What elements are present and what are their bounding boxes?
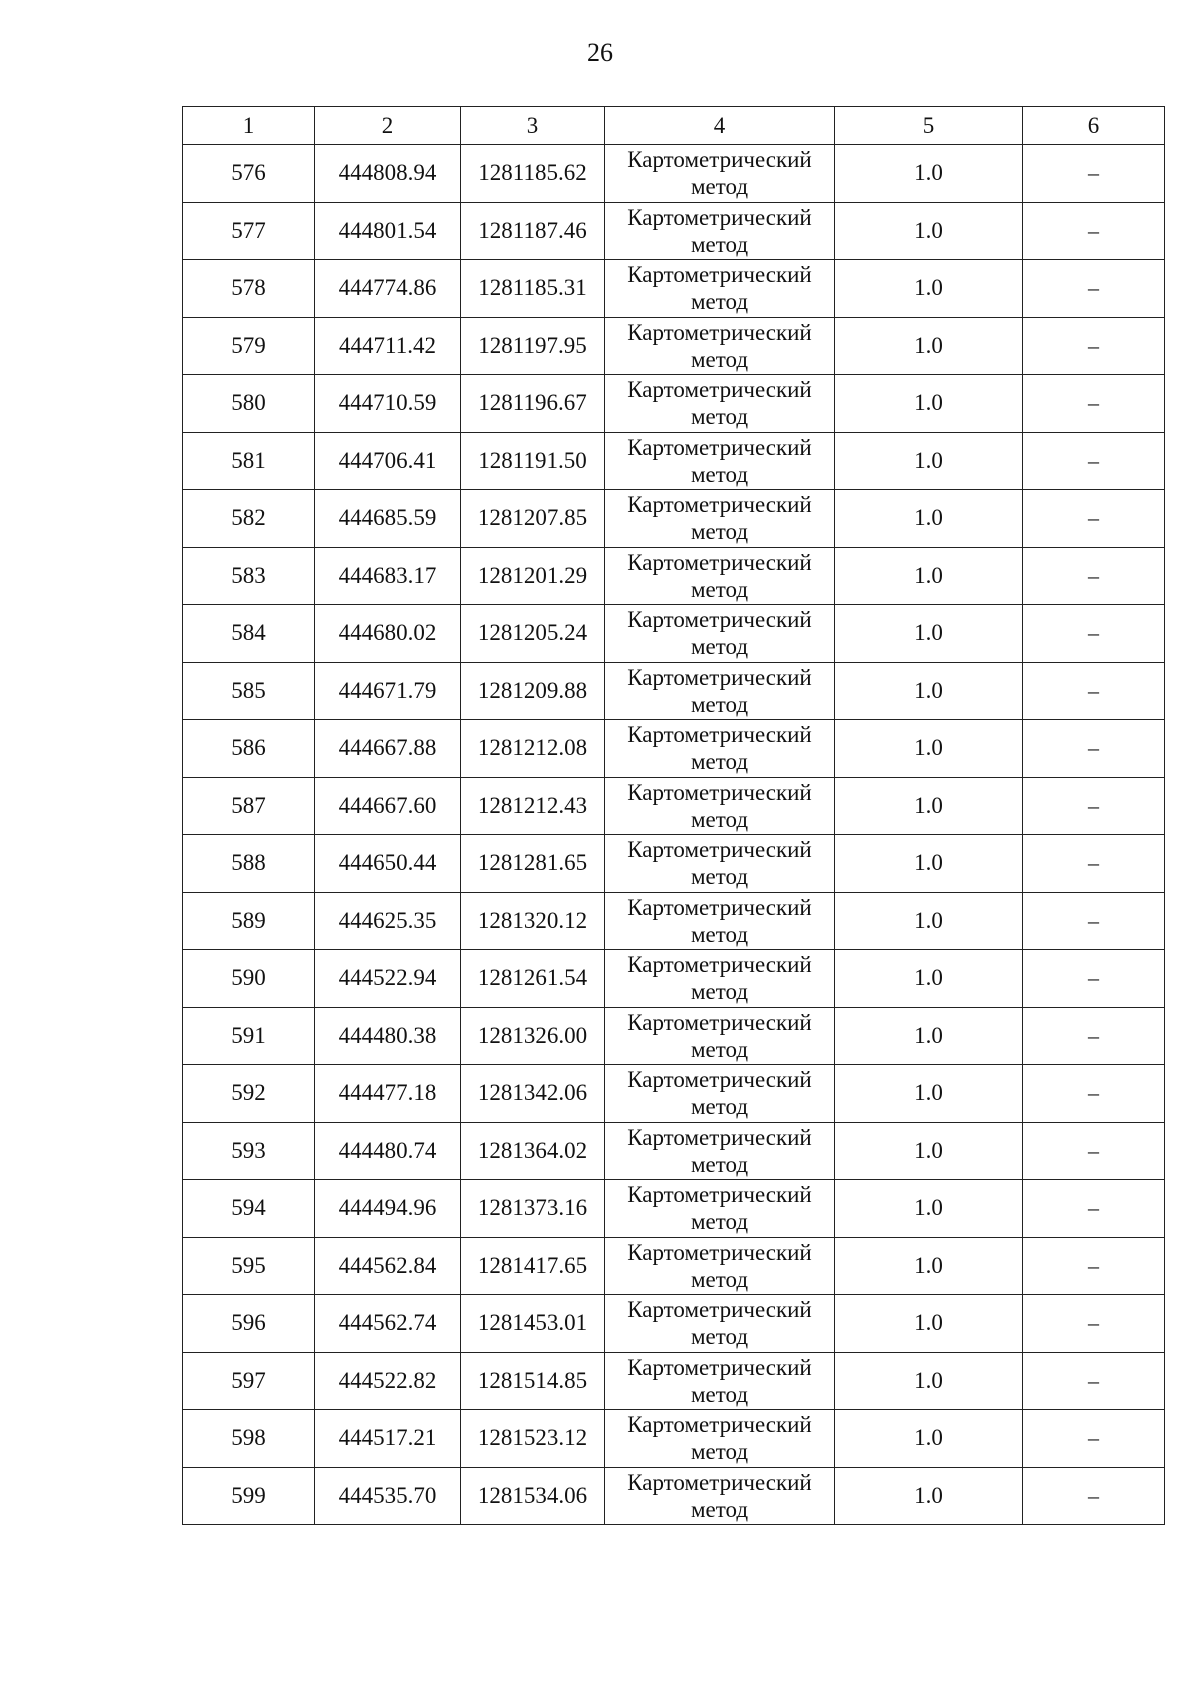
y-coordinate-cell: 1281196.67 (461, 375, 605, 433)
x-coordinate-cell: 444667.88 (315, 720, 461, 778)
note-cell: – (1023, 1467, 1165, 1525)
table-row (183, 260, 1165, 318)
method-text: Картометрический метод (627, 779, 812, 832)
table-row (183, 1410, 1165, 1468)
accuracy-cell: 1.0 (835, 835, 1023, 893)
accuracy-cell: 1.0 (835, 1007, 1023, 1065)
method-cell (605, 1122, 835, 1180)
accuracy-cell: 1.0 (835, 145, 1023, 203)
y-coordinate-cell: 1281185.31 (461, 260, 605, 318)
x-coordinate-cell: 444522.82 (315, 1352, 461, 1410)
method-cell (605, 950, 835, 1008)
method-cell (605, 490, 835, 548)
table-row (183, 892, 1165, 950)
y-coordinate-cell: 1281207.85 (461, 490, 605, 548)
table-row (183, 547, 1165, 605)
method-text: Картометрический метод (627, 894, 812, 947)
accuracy-cell: 1.0 (835, 202, 1023, 260)
note-cell: – (1023, 547, 1165, 605)
y-coordinate-cell: 1281364.02 (461, 1122, 605, 1180)
note-cell: – (1023, 1065, 1165, 1123)
point-number-cell: 592 (183, 1065, 315, 1123)
point-number-cell: 590 (183, 950, 315, 1008)
x-coordinate-cell: 444671.79 (315, 662, 461, 720)
point-number-cell: 595 (183, 1237, 315, 1295)
point-number-cell: 594 (183, 1180, 315, 1238)
note-cell: – (1023, 777, 1165, 835)
point-number-cell: 589 (183, 892, 315, 950)
table-row (183, 662, 1165, 720)
y-coordinate-cell: 1281326.00 (461, 1007, 605, 1065)
x-coordinate-cell: 444650.44 (315, 835, 461, 893)
accuracy-cell: 1.0 (835, 1295, 1023, 1353)
y-coordinate-cell: 1281514.85 (461, 1352, 605, 1410)
x-coordinate-cell: 444480.74 (315, 1122, 461, 1180)
note-cell: – (1023, 260, 1165, 318)
method-cell (605, 605, 835, 663)
method-cell (605, 317, 835, 375)
method-cell (605, 1467, 835, 1525)
point-number-cell: 596 (183, 1295, 315, 1353)
method-cell (605, 720, 835, 778)
x-coordinate-cell: 444711.42 (315, 317, 461, 375)
accuracy-cell: 1.0 (835, 892, 1023, 950)
method-text: Картометрический метод (627, 1297, 812, 1350)
x-coordinate-cell: 444480.38 (315, 1007, 461, 1065)
point-number-cell: 599 (183, 1467, 315, 1525)
method-text: Картометрический метод (627, 1354, 812, 1407)
header-cell-2: 2 (315, 107, 461, 145)
x-coordinate-cell: 444683.17 (315, 547, 461, 605)
point-number-cell: 576 (183, 145, 315, 203)
note-cell: – (1023, 950, 1165, 1008)
x-coordinate-cell: 444517.21 (315, 1410, 461, 1468)
table-row (183, 317, 1165, 375)
accuracy-cell: 1.0 (835, 375, 1023, 433)
note-cell: – (1023, 720, 1165, 778)
point-number-cell: 577 (183, 202, 315, 260)
method-cell (605, 835, 835, 893)
y-coordinate-cell: 1281187.46 (461, 202, 605, 260)
y-coordinate-cell: 1281534.06 (461, 1467, 605, 1525)
x-coordinate-cell: 444801.54 (315, 202, 461, 260)
note-cell: – (1023, 1180, 1165, 1238)
method-text: Картометрический метод (627, 377, 812, 430)
page-number: 26 (587, 38, 613, 67)
point-number-cell: 588 (183, 835, 315, 893)
coordinates-table (182, 106, 1165, 1525)
point-number-cell: 581 (183, 432, 315, 490)
note-cell: – (1023, 317, 1165, 375)
table-row (183, 1295, 1165, 1353)
point-number-cell: 585 (183, 662, 315, 720)
table-body (183, 145, 1165, 1525)
point-number-cell: 593 (183, 1122, 315, 1180)
note-cell: – (1023, 1122, 1165, 1180)
method-cell (605, 892, 835, 950)
y-coordinate-cell: 1281209.88 (461, 662, 605, 720)
method-cell (605, 202, 835, 260)
accuracy-cell: 1.0 (835, 260, 1023, 318)
method-cell (605, 432, 835, 490)
y-coordinate-cell: 1281281.65 (461, 835, 605, 893)
method-cell (605, 1295, 835, 1353)
table-row (183, 777, 1165, 835)
header-cell-5: 5 (835, 107, 1023, 145)
table-row (183, 375, 1165, 433)
accuracy-cell: 1.0 (835, 605, 1023, 663)
method-text: Картометрический метод (627, 722, 812, 775)
header-row (183, 107, 1165, 145)
method-cell (605, 1410, 835, 1468)
method-cell (605, 777, 835, 835)
method-text: Картометрический метод (627, 549, 812, 602)
x-coordinate-cell: 444562.84 (315, 1237, 461, 1295)
method-text: Картометрический метод (627, 492, 812, 545)
y-coordinate-cell: 1281261.54 (461, 950, 605, 1008)
accuracy-cell: 1.0 (835, 1180, 1023, 1238)
point-number-cell: 578 (183, 260, 315, 318)
point-number-cell: 587 (183, 777, 315, 835)
x-coordinate-cell: 444535.70 (315, 1467, 461, 1525)
table-row (183, 1180, 1165, 1238)
method-text: Картометрический метод (627, 147, 812, 200)
accuracy-cell: 1.0 (835, 1237, 1023, 1295)
method-text: Картометрический метод (627, 319, 812, 372)
y-coordinate-cell: 1281523.12 (461, 1410, 605, 1468)
note-cell: – (1023, 1295, 1165, 1353)
point-number-cell: 586 (183, 720, 315, 778)
method-cell (605, 260, 835, 318)
method-text: Картометрический метод (627, 1124, 812, 1177)
method-text: Картометрический метод (627, 204, 812, 257)
note-cell: – (1023, 202, 1165, 260)
note-cell: – (1023, 1007, 1165, 1065)
x-coordinate-cell: 444494.96 (315, 1180, 461, 1238)
header-cell-6: 6 (1023, 107, 1165, 145)
x-coordinate-cell: 444774.86 (315, 260, 461, 318)
method-cell (605, 375, 835, 433)
note-cell: – (1023, 432, 1165, 490)
x-coordinate-cell: 444685.59 (315, 490, 461, 548)
method-text: Картометрический метод (627, 262, 812, 315)
note-cell: – (1023, 605, 1165, 663)
note-cell: – (1023, 1352, 1165, 1410)
method-cell (605, 1180, 835, 1238)
y-coordinate-cell: 1281373.16 (461, 1180, 605, 1238)
method-cell (605, 1352, 835, 1410)
accuracy-cell: 1.0 (835, 490, 1023, 548)
x-coordinate-cell: 444625.35 (315, 892, 461, 950)
table-row (183, 950, 1165, 1008)
note-cell: – (1023, 1410, 1165, 1468)
method-cell (605, 1237, 835, 1295)
point-number-cell: 598 (183, 1410, 315, 1468)
table-header (183, 107, 1165, 145)
y-coordinate-cell: 1281197.95 (461, 317, 605, 375)
method-text: Картометрический метод (627, 1009, 812, 1062)
header-cell-4: 4 (605, 107, 835, 145)
table-row (183, 720, 1165, 778)
table-row (183, 1065, 1165, 1123)
accuracy-cell: 1.0 (835, 1122, 1023, 1180)
method-cell (605, 145, 835, 203)
method-text: Картометрический метод (627, 1067, 812, 1120)
note-cell: – (1023, 662, 1165, 720)
method-cell (605, 1065, 835, 1123)
accuracy-cell: 1.0 (835, 1352, 1023, 1410)
header-cell-3: 3 (461, 107, 605, 145)
accuracy-cell: 1.0 (835, 547, 1023, 605)
method-cell (605, 662, 835, 720)
method-text: Картометрический метод (627, 837, 812, 890)
method-text: Картометрический метод (627, 1412, 812, 1465)
x-coordinate-cell: 444667.60 (315, 777, 461, 835)
y-coordinate-cell: 1281417.65 (461, 1237, 605, 1295)
table-row (183, 605, 1165, 663)
accuracy-cell: 1.0 (835, 1065, 1023, 1123)
y-coordinate-cell: 1281212.43 (461, 777, 605, 835)
y-coordinate-cell: 1281205.24 (461, 605, 605, 663)
method-text: Картометрический метод (627, 434, 812, 487)
y-coordinate-cell: 1281201.29 (461, 547, 605, 605)
accuracy-cell: 1.0 (835, 720, 1023, 778)
table-row (183, 1352, 1165, 1410)
accuracy-cell: 1.0 (835, 662, 1023, 720)
y-coordinate-cell: 1281453.01 (461, 1295, 605, 1353)
accuracy-cell: 1.0 (835, 1467, 1023, 1525)
x-coordinate-cell: 444477.18 (315, 1065, 461, 1123)
method-cell (605, 1007, 835, 1065)
point-number-cell: 579 (183, 317, 315, 375)
method-text: Картометрический метод (627, 664, 812, 717)
method-text: Картометрический метод (627, 1182, 812, 1235)
y-coordinate-cell: 1281185.62 (461, 145, 605, 203)
point-number-cell: 597 (183, 1352, 315, 1410)
table-row (183, 1237, 1165, 1295)
method-text: Картометрический метод (627, 1469, 812, 1522)
method-text: Картометрический метод (627, 952, 812, 1005)
method-text: Картометрический метод (627, 607, 812, 660)
point-number-cell: 591 (183, 1007, 315, 1065)
note-cell: – (1023, 490, 1165, 548)
table-row (183, 145, 1165, 203)
y-coordinate-cell: 1281342.06 (461, 1065, 605, 1123)
method-text: Картометрический метод (627, 1239, 812, 1292)
y-coordinate-cell: 1281191.50 (461, 432, 605, 490)
accuracy-cell: 1.0 (835, 777, 1023, 835)
note-cell: – (1023, 835, 1165, 893)
table-row (183, 490, 1165, 548)
accuracy-cell: 1.0 (835, 432, 1023, 490)
accuracy-cell: 1.0 (835, 1410, 1023, 1468)
point-number-cell: 584 (183, 605, 315, 663)
note-cell: – (1023, 375, 1165, 433)
method-cell (605, 547, 835, 605)
x-coordinate-cell: 444562.74 (315, 1295, 461, 1353)
x-coordinate-cell: 444710.59 (315, 375, 461, 433)
table-row (183, 202, 1165, 260)
point-number-cell: 583 (183, 547, 315, 605)
point-number-cell: 582 (183, 490, 315, 548)
accuracy-cell: 1.0 (835, 950, 1023, 1008)
note-cell: – (1023, 892, 1165, 950)
point-number-cell: 580 (183, 375, 315, 433)
table-row (183, 1122, 1165, 1180)
table-row (183, 1467, 1165, 1525)
y-coordinate-cell: 1281320.12 (461, 892, 605, 950)
table-row (183, 432, 1165, 490)
x-coordinate-cell: 444680.02 (315, 605, 461, 663)
table-row (183, 835, 1165, 893)
x-coordinate-cell: 444706.41 (315, 432, 461, 490)
x-coordinate-cell: 444522.94 (315, 950, 461, 1008)
y-coordinate-cell: 1281212.08 (461, 720, 605, 778)
note-cell: – (1023, 145, 1165, 203)
header-cell-1: 1 (183, 107, 315, 145)
x-coordinate-cell: 444808.94 (315, 145, 461, 203)
note-cell: – (1023, 1237, 1165, 1295)
table-row (183, 1007, 1165, 1065)
accuracy-cell: 1.0 (835, 317, 1023, 375)
